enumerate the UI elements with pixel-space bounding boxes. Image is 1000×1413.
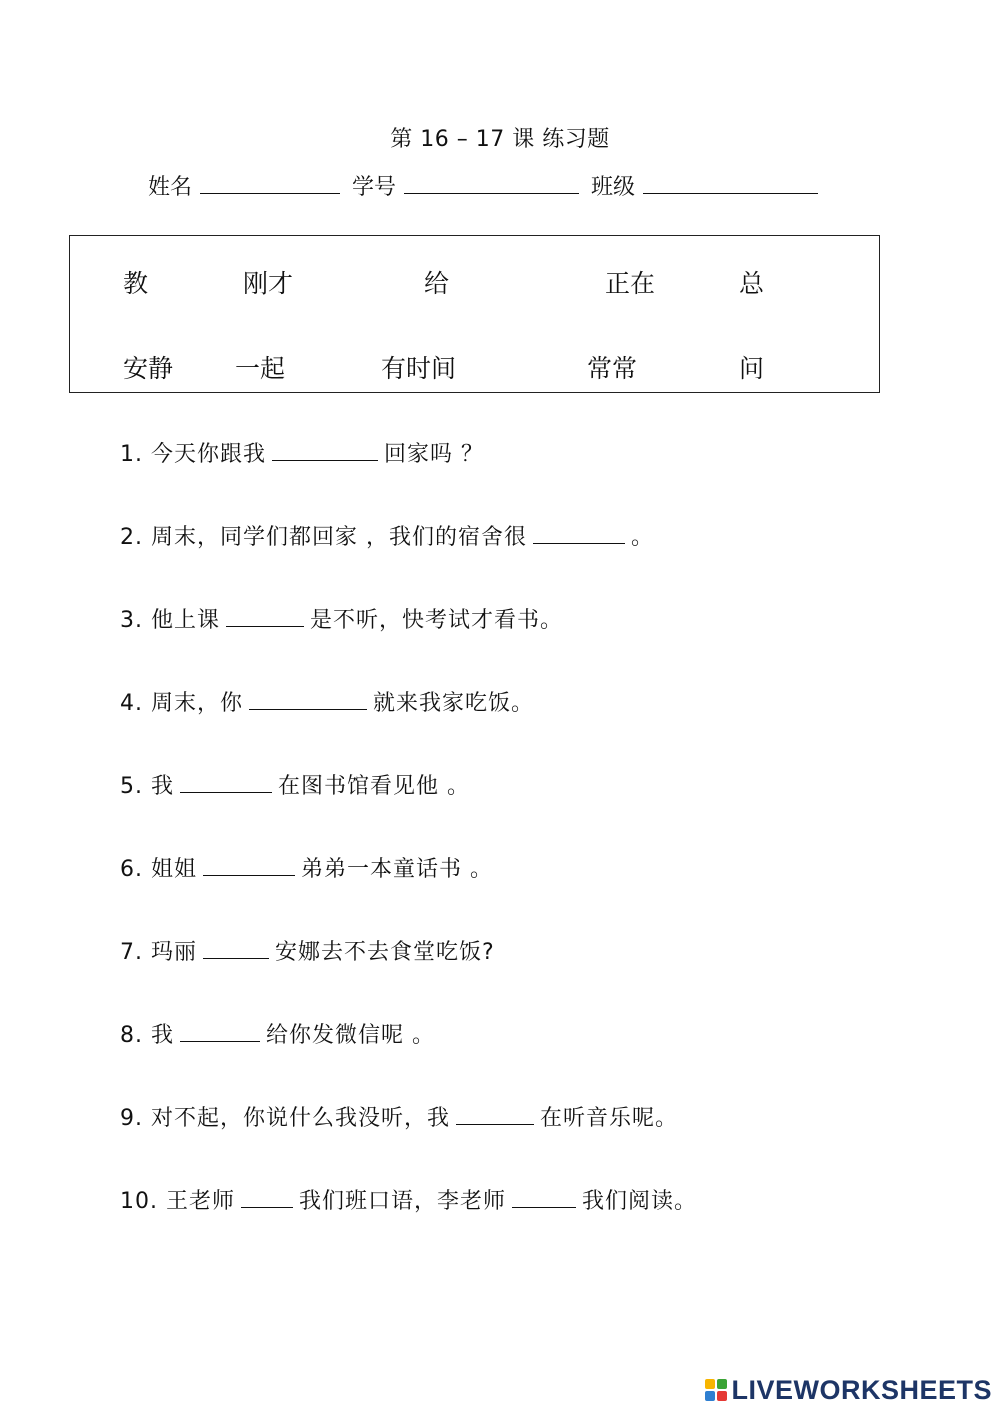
question-text: 就来我家吃饭。 xyxy=(372,691,534,716)
page-title: 第 16 – 17 课 练习题 xyxy=(390,127,610,152)
name-field[interactable] xyxy=(200,171,340,194)
answer-blank[interactable] xyxy=(512,1185,576,1208)
question-text: 6. 姐姐 xyxy=(120,857,197,882)
word-bank-item: 总 xyxy=(739,269,765,298)
question-4 xyxy=(120,686,534,717)
word-bank-item: 常常 xyxy=(587,354,638,383)
answer-blank[interactable] xyxy=(241,1185,293,1208)
word-bank-item: 正在 xyxy=(605,269,656,298)
logo-text: LIVEWORKSHEETS xyxy=(731,1374,992,1405)
word-bank-box xyxy=(69,235,880,393)
question-text: 5. 我 xyxy=(120,774,174,799)
answer-blank[interactable] xyxy=(180,770,272,793)
word-bank-item: 给 xyxy=(424,269,450,298)
class-label: 班级 xyxy=(591,175,636,200)
name-label: 姓名 xyxy=(148,175,193,200)
logo-square xyxy=(705,1391,715,1401)
question-text: 4. 周末，你 xyxy=(120,691,243,716)
question-text: 9. 对不起，你说什么我没听，我 xyxy=(120,1106,450,1131)
question-text: 10. 王老师 xyxy=(120,1189,235,1214)
question-text: 2. 周末，同学们都回家 ，我们的宿舍很 xyxy=(120,525,527,550)
word-bank-item: 问 xyxy=(739,354,765,383)
question-text: 1. 今天你跟我 xyxy=(120,442,266,467)
answer-blank[interactable] xyxy=(180,1019,260,1042)
question-text: 7. 玛丽 xyxy=(120,940,197,965)
answer-blank[interactable] xyxy=(226,604,304,627)
word-bank-item: 安静 xyxy=(123,354,174,383)
question-1 xyxy=(120,437,484,468)
question-text: 弟弟一本童话书 。 xyxy=(300,857,493,882)
logo-square xyxy=(717,1379,727,1389)
question-text: 我们阅读。 xyxy=(582,1189,698,1214)
question-2 xyxy=(120,520,654,551)
answer-blank[interactable] xyxy=(203,936,269,959)
word-bank-item: 一起 xyxy=(235,354,286,383)
question-5 xyxy=(120,769,470,800)
student-no-label: 学号 xyxy=(352,175,397,200)
question-text: 给你发微信呢 。 xyxy=(265,1023,435,1048)
answer-blank[interactable] xyxy=(249,687,367,710)
liveworksheets-logo xyxy=(705,1375,992,1405)
answer-blank[interactable] xyxy=(533,521,625,544)
logo-square xyxy=(717,1391,727,1401)
answer-blank[interactable] xyxy=(272,438,378,461)
question-text: 安娜去不去食堂吃饭? xyxy=(274,940,495,965)
question-10 xyxy=(120,1184,697,1215)
question-text: 8. 我 xyxy=(120,1023,174,1048)
answer-blank[interactable] xyxy=(203,853,295,876)
question-8 xyxy=(120,1018,435,1049)
question-7 xyxy=(120,935,495,966)
question-text: 回家吗 ？ xyxy=(383,442,484,467)
question-text: 是不听，快考试才看书。 xyxy=(309,608,563,633)
question-6 xyxy=(120,852,493,883)
class-field[interactable] xyxy=(643,171,818,194)
question-text: 在听音乐呢。 xyxy=(539,1106,678,1131)
word-bank-item: 有时间 xyxy=(381,354,457,383)
question-text: 在图书馆看见他 。 xyxy=(277,774,470,799)
question-9 xyxy=(120,1101,678,1132)
word-bank-item: 教 xyxy=(123,269,149,298)
answer-blank[interactable] xyxy=(456,1102,534,1125)
logo-square xyxy=(705,1379,715,1389)
question-text: 。 xyxy=(630,525,654,550)
question-3 xyxy=(120,603,563,634)
student-no-field[interactable] xyxy=(404,171,579,194)
question-text: 3. 他上课 xyxy=(120,608,220,633)
question-text: 我们班口语，李老师 xyxy=(298,1189,506,1214)
liveworksheets-logo-icon xyxy=(705,1379,727,1401)
word-bank-item: 刚才 xyxy=(243,269,294,298)
student-info-row xyxy=(148,170,830,201)
